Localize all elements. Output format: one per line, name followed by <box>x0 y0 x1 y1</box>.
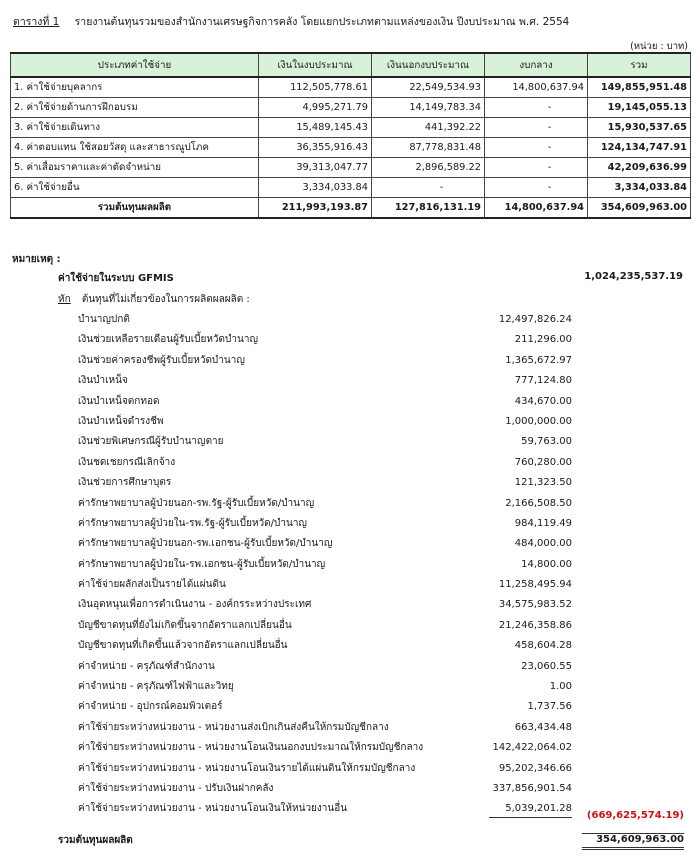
list-item <box>78 659 598 679</box>
item-value: 2,166,508.50 <box>505 497 572 509</box>
table-row <box>11 138 691 158</box>
central-cell: - <box>485 98 588 118</box>
item-label: ค่าใช้จ่ายระหว่างหน่วยงาน - หน่วยงานโอนเงินให้หน่วยงานอื่น <box>78 803 348 815</box>
gfmis-label: ค่าใช้จ่ายในระบบ GFMIS <box>58 273 174 284</box>
item-value: 663,434.48 <box>514 721 572 733</box>
list-item <box>78 801 598 821</box>
budget-cell: 3,334,033.84 <box>259 178 372 198</box>
total-cell: 19,145,055.13 <box>588 98 691 118</box>
item-value: 458,604.28 <box>514 640 572 652</box>
row-label: 5. ค่าเสื่อมราคาและค่าตัดจำหน่าย <box>11 158 259 178</box>
item-label: ค่ารักษาพยาบาลผู้ป่วยนอก-รพ.เอกชน-ผู้รับเบี้ยหวัด/บำนาญ <box>78 538 333 550</box>
item-label: ค่าใช้จ่ายระหว่างหน่วยงาน - ปรับเงินฝากคลัง <box>78 782 274 794</box>
grand-total-cell: 354,609,963.00 <box>588 198 691 219</box>
table-row <box>11 158 691 178</box>
list-item <box>78 332 598 352</box>
item-value: 5,039,201.28 <box>489 801 572 818</box>
item-label: เงินบำเหน็จตกทอด <box>78 395 160 407</box>
table-row <box>11 178 691 198</box>
item-value: 434,670.00 <box>514 395 572 407</box>
central-cell: - <box>485 138 588 158</box>
item-label: ค่าใช้จ่ายผลักส่งเป็นรายได้แผ่นดิน <box>78 579 226 591</box>
list-item <box>78 353 598 373</box>
item-label: ค่าใช้จ่ายระหว่างหน่วยงาน - หน่วยงานโอนเงินรายได้แผ่นดินให้กรมบัญชีกลาง <box>78 762 416 774</box>
list-item <box>78 394 598 414</box>
item-label: ค่าใช้จ่ายระหว่างหน่วยงาน - หน่วยงานส่งเบิกเกินส่งคืนให้กรมบัญชีกลาง <box>78 721 389 733</box>
list-item <box>78 699 598 719</box>
deduction-list <box>78 312 598 822</box>
list-item <box>78 761 598 781</box>
item-value: 484,000.00 <box>514 538 572 550</box>
deduction-total-value: (669,625,574.19) <box>586 810 684 821</box>
item-label: เงินอุดหนุนเพื่อการดำเนินงาน - องค์กรระหว่างประเทศ <box>78 599 312 611</box>
item-value: 760,280.00 <box>514 456 572 468</box>
list-item <box>78 597 598 617</box>
report-title: รายงานต้นทุนรวมของสำนักงานเศรษฐกิจการคลัง โดยแยกประเภทตามแหล่งของเงิน ปีงบประมาณ พ.ศ. 2554 <box>74 16 570 28</box>
list-item <box>78 516 598 536</box>
table-total-row <box>11 198 691 219</box>
item-value: 1,737.56 <box>527 701 572 713</box>
table-row <box>11 118 691 138</box>
item-value: 23,060.55 <box>521 660 572 672</box>
item-label: ค่าจำหน่าย - ครุภัณฑ์สำนักงาน <box>78 660 215 672</box>
deduct-description: ต้นทุนที่ไม่เกี่ยวข้องในการผลิตผลผลิต : <box>81 294 250 305</box>
off-budget-cell: 22,549,534.93 <box>372 77 485 98</box>
off-budget-cell: - <box>372 178 485 198</box>
cost-sum-label: รวมต้นทุนผลผลิต <box>58 835 133 846</box>
budget-cell: 112,505,778.61 <box>259 77 372 98</box>
column-header-central: งบกลาง <box>485 53 588 77</box>
budget-cell: 4,995,271.79 <box>259 98 372 118</box>
deduct-row <box>58 292 250 307</box>
row-label: 1. ค่าใช้จ่ายบุคลากร <box>11 77 259 98</box>
list-item <box>78 455 598 475</box>
total-cell: 149,855,951.48 <box>588 77 691 98</box>
item-label: เงินช่วยค่าครองชีพผู้รับเบี้ยหวัดบำนาญ <box>78 354 245 366</box>
list-item <box>78 557 598 577</box>
item-label: ค่ารักษาพยาบาลผู้ป่วยใน-รพ.เอกชน-ผู้รับเบี้ยหวัด/บำนาญ <box>78 558 326 570</box>
budget-cell: 36,355,916.43 <box>259 138 372 158</box>
item-label: เงินบำเหน็จ <box>78 375 128 387</box>
item-label: ค่าใช้จ่ายระหว่างหน่วยงาน - หน่วยงานโอนเงินนอกงบประมาณให้กรมบัญชีกลาง <box>78 742 424 754</box>
list-item <box>78 414 598 434</box>
list-item <box>78 679 598 699</box>
item-label: ค่ารักษาพยาบาลผู้ป่วยนอก-รพ.รัฐ-ผู้รับเบี้ยหวัด/บำนาญ <box>78 497 315 509</box>
item-label: เงินบำเหน็จดำรงชีพ <box>78 415 164 427</box>
list-item <box>78 312 598 332</box>
item-value: 11,258,495.94 <box>498 579 572 591</box>
item-value: 121,323.50 <box>514 477 572 489</box>
gfmis-value: 1,024,235,537.19 <box>584 271 683 282</box>
column-header-budget: เงินในงบประมาณ <box>259 53 372 77</box>
item-label: ค่าจำหน่าย - อุปกรณ์คอมพิวเตอร์ <box>78 701 223 713</box>
list-item <box>78 618 598 638</box>
list-item <box>78 536 598 556</box>
central-cell: - <box>485 158 588 178</box>
total-cell: 3,334,033.84 <box>588 178 691 198</box>
table-row <box>11 77 691 98</box>
item-value: 1,000,000.00 <box>505 415 572 427</box>
item-value: 1.00 <box>549 681 572 693</box>
deduct-word: หัก <box>58 294 71 305</box>
off-budget-cell: 14,149,783.34 <box>372 98 485 118</box>
row-label: 6. ค่าใช้จ่ายอื่น <box>11 178 259 198</box>
total-row-label: รวมต้นทุนผลผลิต <box>11 198 259 219</box>
total-off-budget-cell: 127,816,131.19 <box>372 198 485 219</box>
list-item <box>78 781 598 801</box>
item-label: บัญชีขาดทุนที่ยังไม่เกิดขึ้นจากอัตราแลกเปลี่ยนอื่น <box>78 619 292 631</box>
column-header-total: รวม <box>588 53 691 77</box>
report-title-row <box>13 13 693 30</box>
list-item <box>78 496 598 516</box>
total-cell: 42,209,636.99 <box>588 158 691 178</box>
item-value: 14,800.00 <box>521 558 572 570</box>
item-label: เงินช่วยการศึกษาบุตร <box>78 477 172 489</box>
list-item <box>78 373 598 393</box>
cost-table <box>10 52 691 219</box>
table-number-label: ตารางที่ 1 <box>13 16 60 28</box>
list-item <box>78 475 598 495</box>
item-label: ค่าจำหน่าย - ครุภัณฑ์ไฟฟ้าและวิทยุ <box>78 681 234 693</box>
item-label: เงินชดเชยกรณีเลิกจ้าง <box>78 456 176 468</box>
item-value: 984,119.49 <box>514 517 572 529</box>
off-budget-cell: 2,896,589.22 <box>372 158 485 178</box>
item-value: 1,365,672.97 <box>505 354 572 366</box>
notes-heading: หมายเหตุ : <box>12 254 61 265</box>
item-label: บัญชีขาดทุนที่เกิดขึ้นแล้วจากอัตราแลกเปลี่ยนอื่น <box>78 640 288 652</box>
item-label: บำนาญปกติ <box>78 314 130 325</box>
unit-label: (หน่วย : บาท) <box>630 41 688 52</box>
list-item <box>78 720 598 740</box>
item-value: 337,856,901.54 <box>492 782 572 794</box>
item-value: 777,124.80 <box>514 375 572 387</box>
list-item <box>78 638 598 658</box>
item-value: 142,422,064.02 <box>492 742 572 754</box>
total-cell: 124,134,747.91 <box>588 138 691 158</box>
item-value: 211,296.00 <box>514 334 572 346</box>
column-header-off-budget: เงินนอกงบประมาณ <box>372 53 485 77</box>
total-budget-cell: 211,993,193.87 <box>259 198 372 219</box>
list-item <box>78 740 598 760</box>
column-header-category: ประเภทค่าใช้จ่าย <box>11 53 259 77</box>
central-cell: - <box>485 178 588 198</box>
central-cell: 14,800,637.94 <box>485 77 588 98</box>
row-label: 2. ค่าใช้จ่ายด้านการฝึกอบรม <box>11 98 259 118</box>
list-item <box>78 434 598 454</box>
off-budget-cell: 441,392.22 <box>372 118 485 138</box>
item-label: เงินช่วยพิเศษกรณีผู้รับบำนาญตาย <box>78 436 224 448</box>
row-label: 4. ค่าตอบแทน ใช้สอยวัสดุ และสาธารณูปโภค <box>11 138 259 158</box>
total-central-cell: 14,800,637.94 <box>485 198 588 219</box>
row-label: 3. ค่าใช้จ่ายเดินทาง <box>11 118 259 138</box>
budget-cell: 15,489,145.43 <box>259 118 372 138</box>
table-header-row <box>11 53 691 77</box>
total-cell: 15,930,537.65 <box>588 118 691 138</box>
budget-cell: 39,313,047.77 <box>259 158 372 178</box>
item-value: 34,575,983.52 <box>498 599 572 611</box>
table-row <box>11 98 691 118</box>
item-value: 12,497,826.24 <box>498 314 572 325</box>
item-value: 21,246,358.86 <box>498 619 572 631</box>
central-cell: - <box>485 118 588 138</box>
cost-sum-value: 354,609,963.00 <box>582 833 684 850</box>
item-value: 59,763.00 <box>521 436 572 448</box>
item-value: 95,202,346.66 <box>498 762 572 774</box>
list-item <box>78 577 598 597</box>
item-label: ค่ารักษาพยาบาลผู้ป่วยใน-รพ.รัฐ-ผู้รับเบี้ยหวัด/บำนาญ <box>78 517 307 529</box>
off-budget-cell: 87,778,831.48 <box>372 138 485 158</box>
item-label: เงินช่วยเหลือรายเดือนผู้รับเบี้ยหวัดบำนาญ <box>78 334 258 346</box>
